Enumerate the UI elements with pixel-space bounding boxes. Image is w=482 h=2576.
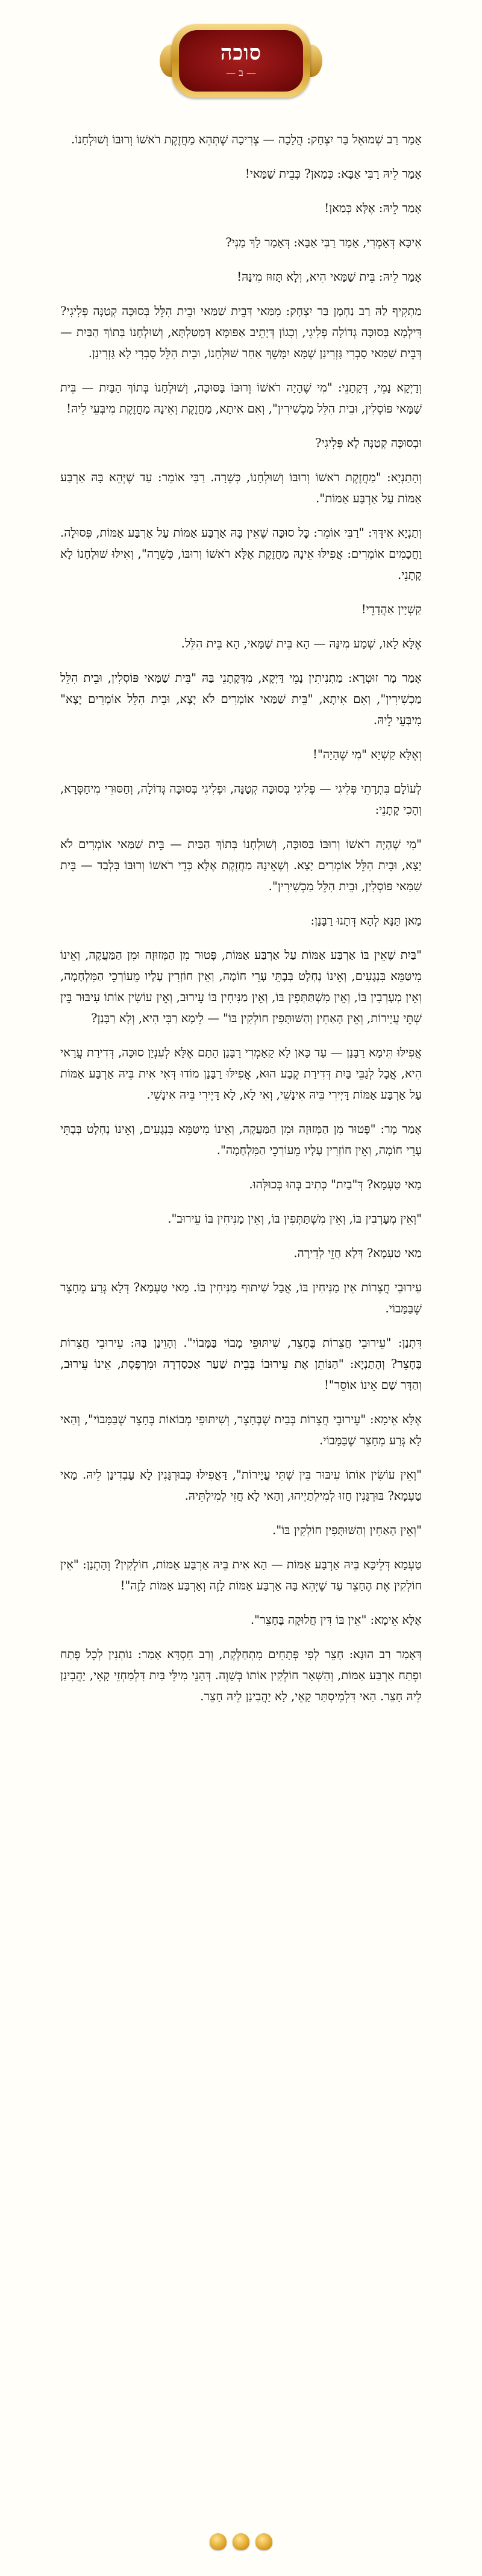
text-paragraph: וְתַנְיָא אִידָּךְ: "רַבִּי אוֹמֵר: כׇּל סוּכָּה שֶׁאֵין בָּהּ אַרְבַּע אַמּוֹת עַל אַרְבַּע אַמּוֹת, פְּסוּלָה. וַחֲכָמִים אוֹמְרִים: אֲפִילּוּ אֵינָהּ מַחֲזֶקֶת אֶלָּא רֹאשׁוֹ וְרוּבּוֹ, כְּשֵׁרָה", וְאִילּוּ שׁוּלְחָנוֹ לָא קָתָנֵי. <box>60 526 422 582</box>
text-paragraph: אָמַר מָר: "פָּטוּר מִן הַמְּזוּזָה וּמִן הַמַּעֲקֶה, וְאֵינוֹ מִיטַּמֵּא בִּנְגָעִים, וְאֵינוֹ נֶחְלָט בְּבָתֵּי עָרֵי חוֹמָה, וְאֵין חוֹזְרִין עָלָיו מֵעוֹרְכֵי הַמִּלְחָמָה". <box>60 1122 422 1157</box>
text-paragraph: אֲפִילּוּ תֵּימָא רַבָּנַן — עַד כָּאן לָא קָאָמְרִי רַבָּנַן הָתָם אֶלָּא לְעִנְיַן סוּכָּה, דְּדִירַת עֲרַאי הִיא, אֲבָל לְגַבֵּי בַּיִת דְּדִירַת קֶבַע הוּא, אֲפִילּוּ רַבָּנַן מוֹדוּ דְּאִי אִית בֵּיהּ אַרְבַּע אַמּוֹת עַל אַרְבַּע אַמּוֹת דָּיְירִי בֵּיהּ אִינָשֵׁי, וְאִי לָא, לָא דָּיְירִי בֵּיהּ אִינָשֵׁי. <box>60 1046 422 1102</box>
text-paragraph: מַאי טַעְמָא? דְּ"בַיִת" כְּתִיב בְּהוּ בְּכוּלְּהוּ. <box>249 1177 422 1191</box>
text-paragraph: "וְאֵין הָאַחִין וְהַשּׁוּתָּפִין חוֹלְקִין בּוֹ". <box>272 1523 422 1537</box>
talmud-text-body <box>60 129 422 1720</box>
text-paragraph: אָמַר לֵיהּ רַבִּי אַבָּא: כְּמַאן? כְּבֵית שַׁמַּאי! <box>245 167 422 181</box>
banner-plate <box>179 30 303 92</box>
page-number: — ב — <box>226 67 256 78</box>
text-paragraph: וְדַיְקָא נָמֵי, דְּקָתָנֵי: "מִי שֶׁהָיָה רֹאשׁוֹ וְרוּבּוֹ בַּסּוּכָּה, וְשׁוּלְחָנוֹ בְּתוֹךְ הַבַּיִת — בֵּית שַׁמַּאי פּוֹסְלִין, וּבֵית הִלֵּל מַכְשִׁירִין", וְאִם אִיתָא, מַחֲזֶקֶת וְאֵינָהּ מַחֲזֶקֶת מִיבְּעֵי לֵיהּ! <box>60 381 422 416</box>
text-paragraph: אִיכָּא דְּאָמְרִי, אָמַר רַבִּי אַבָּא: דְּאָמַר לָךְ מַנִּי? <box>225 235 422 249</box>
tractate-header-banner <box>172 24 310 98</box>
text-paragraph: אָמַר לֵיהּ: בֵּית שַׁמַּאי הִיא, וְלָא תָּזוּז מִינַּהּ! <box>237 270 422 284</box>
text-paragraph: מַאן תַּנָּא לְהָא דְּתָנוּ רַבָּנַן: <box>310 914 422 928</box>
ornament-leaf-icon <box>210 2533 227 2550</box>
text-paragraph: "מִי שֶׁהָיָה רֹאשׁוֹ וְרוּבּוֹ בַּסּוּכָּה, וְשׁוּלְחָנוֹ בְּתוֹךְ הַבַּיִת — בֵּית שַׁמַּאי אוֹמְרִים לֹא יָצָא, וּבֵית הִלֵּל אוֹמְרִים יָצָא. וְשֶׁאֵינָהּ מַחֲזֶקֶת אֶלָּא כְּדֵי רֹאשׁוֹ וְרוּבּוֹ בִּלְבַד — בֵּית שַׁמַּאי פּוֹסְלִין, וּבֵית הִלֵּל מַכְשִׁירִין". <box>60 837 422 893</box>
text-paragraph: אֶלָּא לָאו, שְׁמַע מִינַּהּ — הָא בֵּית שַׁמַּאי, הָא בֵּית הִלֵּל. <box>181 637 422 650</box>
text-paragraph: דְּאָמַר רַב הוּנָא: חָצֵר לְפִי פְּתָחִים מִתְחַלֶּקֶת, וְרַב חִסְדָּא אָמַר: נוֹתְנִין לְכׇל פֶּתַח וּפֶתַח אַרְבַּע אַמּוֹת, וְהַשְּׁאָר חוֹלְקִין אוֹתוֹ בְּשָׁוֶה. דְּהָנֵי מִילֵּי בַּיִת דִּלְמַחְזֵי קָאֵי, יָהֲבִינַן לֵיהּ חָצֵר. הַאי דִּלְמֵיסְתַּר קָאֵי, לָא יָהֲבִינַן לֵיהּ חָצֵר. <box>60 1647 422 1703</box>
text-paragraph: עֵירוּבֵי חֲצֵרוֹת אֵין מַנִּיחִין בּוֹ, אֲבָל שִׁיתּוּף מַנִּיחִין בּוֹ. מַאי טַעְמָא? דְּלָא גְּרַע מֵחָצֵר שֶׁבַּמָּבוֹי. <box>60 1280 422 1315</box>
text-paragraph: קַשְׁיָין אַהֲדָדֵי! <box>361 602 422 616</box>
text-paragraph: אֶלָּא אֵימָא: "עֵירוּבֵי חֲצֵרוֹת בְּבַיִת שֶׁבֶּחָצֵר, וְשִׁיתּוּפֵי מְבוֹאוֹת בֶּחָצֵר שֶׁבַּמָּבוֹי", וְהַאי לָא גְּרַע מֵחָצֵר שֶׁבַּמָּבוֹי. <box>60 1412 422 1447</box>
text-paragraph: אֶלָּא אֵימָא: "אֵין בּוֹ דִּין חֲלוּקָה בֶּחָצֵר". <box>250 1613 422 1627</box>
text-paragraph: "וְאֵין עוֹשִׂין אוֹתוֹ עִיבּוּר בֵּין שְׁתֵּי עֲיָירוֹת", דַּאֲפִילּוּ כְּבוּרְגָּנִין לָא עָבְדִינַן לֵיהּ. מַאי טַעְמָא? בּוּרְגָּנִין חֲזוּ לְמִילְתַיְיהוּ, וְהַאי לָא חֲזֵי לְמִילְתֵּיהּ. <box>60 1468 422 1503</box>
text-paragraph: "בַּיִת שֶׁאֵין בּוֹ אַרְבַּע אַמּוֹת עַל אַרְבַּע אַמּוֹת, פָּטוּר מִן הַמְּזוּזָה וּמִן הַמַּעֲקֶה, וְאֵינוֹ מִיטַּמֵּא בִּנְגָעִים, וְאֵינוֹ נֶחְלָט בְּבָתֵּי עָרֵי חוֹמָה, וְאֵין חוֹזְרִין עָלָיו מֵעוֹרְכֵי הַמִּלְחָמָה, וְאֵין מְעָרְבִין בּוֹ, וְאֵין מִשְׁתַּתְּפִין בּוֹ, וְאֵין מַנִּיחִין בּוֹ עֵירוּב, וְאֵין עוֹשִׂין אוֹתוֹ עִיבּוּר בֵּין שְׁתֵּי עֲיָירוֹת, וְאֵין הָאַחִין וְהַשּׁוּתָּפִין חוֹלְקִין בּוֹ" — לֵימָא רַבִּי הִיא, וְלָא רַבָּנַן? <box>60 948 422 1025</box>
ornament-leaf-icon <box>233 2533 249 2550</box>
text-paragraph: אָמַר רַב שְׁמוּאֵל בַּר יִצְחָק: הֲלָכָה — צְרִיכָה שֶׁתְּהֵא מַחֲזֶקֶת רֹאשׁוֹ וְרוּבּוֹ וְשׁוּלְחָנוֹ. <box>71 133 422 146</box>
text-paragraph: וְהָתַנְיָא: "מַחֲזֶקֶת רֹאשׁוֹ וְרוּבּוֹ וְשׁוּלְחָנוֹ, כְּשֵׁרָה. רַבִּי אוֹמֵר: עַד שֶׁיְּהֵא בָּהּ אַרְבַּע אַמּוֹת עַל אַרְבַּע אַמּוֹת". <box>60 470 422 505</box>
text-paragraph: וּבְסוּכָּה קְטַנָּה לָא פְּלִיגִי? <box>315 436 422 450</box>
text-paragraph: לְעוֹלָם בִּתְרָתֵי פְּלִיגִי — פְּלִיגִי בְּסוּכָּה קְטַנָּה, וּפְלִיגִי בְּסוּכָּה גְּדוֹלָה, וְחַסּוּרֵי מִיחַסְּרָא, וְהָכִי קָתָנֵי: <box>60 782 422 817</box>
text-paragraph: "וְאֵין מְעָרְבִין בּוֹ, וְאֵין מִשְׁתַּתְּפִין בּוֹ, וְאֵין מַנִּיחִין בּוֹ עֵירוּב". <box>167 1212 422 1226</box>
text-paragraph: מַתְקִיף לַהּ רַב נַחְמָן בַּר יִצְחָק: מִמַּאי דְּבֵית שַׁמַּאי וּבֵית הִלֵּל בְּסוּכָּה קְטַנָּה פְּלִיגִי? דִּילְמָא בְּסוּכָּה גְּדוֹלָה פְּלִיגִי, וְכִגוֹן דְּיָתֵיב אַפּוּמָּא דְּמַטַּלְתָּא, וְשׁוּלְחָנוֹ בְּתוֹךְ הַבַּיִת — דְּבֵית שַׁמַּאי סָבְרִי גָּזְרִינַן שֶׁמָּא יִמָּשֵׁךְ אַחַר שׁוּלְחָנוֹ, וּבֵית הִלֵּל סָבְרִי לָא גָּזְרִינַן. <box>60 304 422 360</box>
ornament-leaf-icon <box>255 2533 272 2550</box>
text-paragraph: דִּתְנַן: "עֵירוּבֵי חֲצֵרוֹת בֶּחָצֵר, שִׁיתּוּפֵי מָבוֹי בַּמָּבוֹי". וְהָוֵינַן בַּהּ: עֵירוּבֵי חֲצֵרוֹת בֶּחָצֵר? וְהָתַנְיָא: "הַנּוֹתֵן אֶת עֵירוּבוֹ בְּבֵית שַׁעַר אַכְסַדְרָה וּמִרְפֶּסֶת, אֵינוֹ עֵירוּב, וְהַדָּר שָׁם אֵינוֹ אוֹסֵר"! <box>60 1336 422 1392</box>
text-paragraph: אָמַר מָר זוּטְרָא: מַתְנִיתִין נָמֵי דַּיְקָא, מִדְּקָתָנֵי בַּהּ "בֵּית שַׁמַּאי פּוֹסְלִין, וּבֵית הִלֵּל מַכְשִׁירִין", וְאִם אִיתָא, "בֵּית שַׁמַּאי אוֹמְרִים לֹא יָצָא, וּבֵית הִלֵּל אוֹמְרִים יָצָא" מִיבְּעֵי לֵיהּ. <box>60 671 422 727</box>
tractate-title: סוכה <box>220 41 262 65</box>
text-paragraph: אָמַר לֵיהּ: אֶלָּא כְּמַאן! <box>324 201 422 215</box>
text-paragraph: טַעְמָא דְּלֵיכָּא בֵּיהּ אַרְבַּע אַמּוֹת — הָא אִית בֵּיהּ אַרְבַּע אַמּוֹת, חוֹלְקִין? וְהָתְנַן: "אֵין חוֹלְקִין אֶת הֶחָצֵר עַד שֶׁיְּהֵא בָּהּ אַרְבַּע אַמּוֹת לָזֶה וְאַרְבַּע אַמּוֹת לָזֶה"! <box>60 1558 422 1592</box>
footer-ornament <box>0 2533 482 2550</box>
text-paragraph: מַאי טַעְמָא? דְּלָא חֲזֵי לְדִירָה. <box>293 1246 422 1260</box>
text-paragraph: וְאֶלָּא קַשְׁיָא "מִי שֶׁהָיָה"! <box>313 747 422 761</box>
